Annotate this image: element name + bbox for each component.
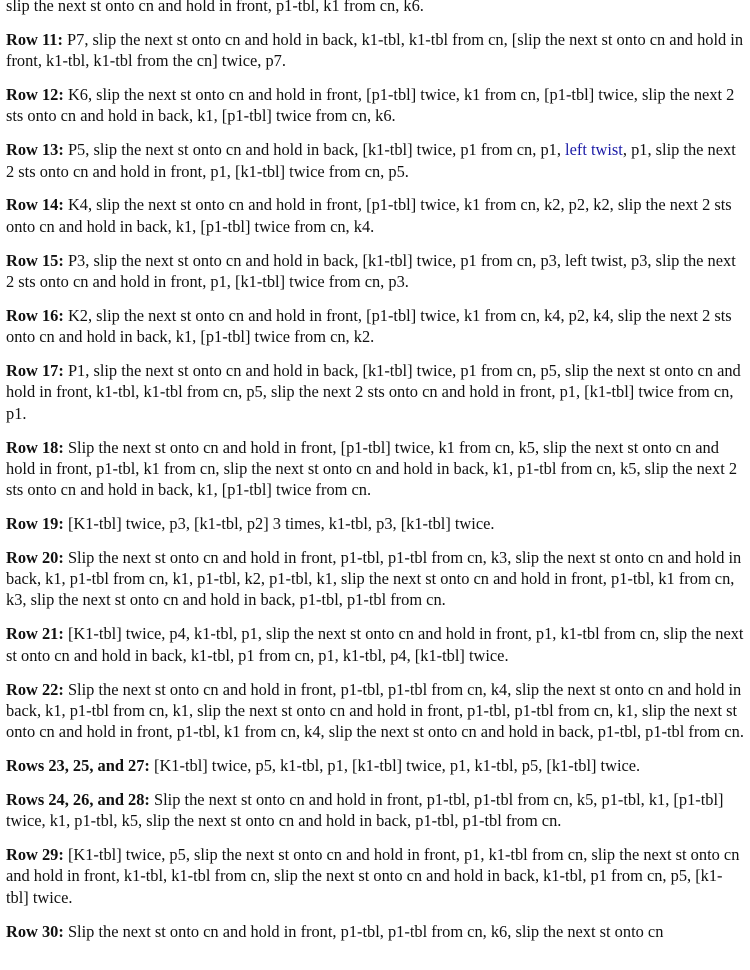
row-text: [K1-tbl] twice, p5, k1-tbl, p1, [k1-tbl] twice, p1, k1-tbl, p5, [k1-tbl] twice. (154, 756, 641, 776)
left-twist-link[interactable]: left twist (565, 140, 623, 160)
row-17 (6, 360, 744, 424)
row-20 (6, 547, 744, 611)
row-text: Slip the next st onto cn and hold in front, [p1-tbl] twice, k1 from cn, k5, slip the next st onto cn and hold in front, p1-tbl, k1 from cn, slip the next st onto cn and hold in back, k1, p1-tbl from cn, k5, slip the next 2 sts onto cn and hold in back, k1, [p1-tbl] twice from cn. (6, 437, 738, 500)
row-label: Row 18: (6, 437, 64, 457)
row-11 (6, 29, 744, 72)
row-label: Row 22: (6, 679, 64, 699)
row-text: K2, slip the next st onto cn and hold in front, [p1-tbl] twice, k1 from cn, k4, p2, k4, slip the next 2 sts onto cn and hold in back, k1, [p1-tbl] twice from cn, k2. (6, 305, 732, 347)
rows-24-26-28 (6, 789, 744, 832)
row-text: [K1-tbl] twice, p5, slip the next st onto cn and hold in front, p1, k1-tbl from cn, slip the next st onto cn and hold in front, k1-tbl, k1-tbl from cn, slip the next st onto cn and hold in back, k1-tbl, p1 from cn, p5, [k1-tbl] twice. (6, 845, 740, 907)
row-label: Row 30: (6, 921, 64, 941)
row-text: Slip the next st onto cn and hold in front, p1-tbl, p1-tbl from cn, k6, slip the next st onto cn (67, 921, 664, 941)
row-text: P3, slip the next st onto cn and hold in back, [k1-tbl] twice, p1 from cn, p3, left twist, p3, slip the next 2 sts onto cn and hold in front, p1, [k1-tbl] twice from cn, p3. (6, 250, 736, 291)
row-22 (6, 679, 744, 743)
row-12 (6, 84, 744, 127)
row-label: Row 14: (6, 195, 64, 215)
row-label: Row 16: (6, 305, 64, 325)
continuation-text: slip the next st onto cn and hold in front, p1-tbl, k1 from cn, k6. (6, 0, 424, 15)
row-text: K4, slip the next st onto cn and hold in front, [p1-tbl] twice, k1 from cn, k2, p2, k2, slip the next 2 sts onto cn and hold in back, k1, [p1-tbl] twice from cn, k4. (6, 195, 732, 236)
row-29 (6, 844, 744, 908)
pattern-instructions (6, 0, 744, 954)
row-label: Row 19: (6, 513, 64, 533)
row-14 (6, 194, 744, 237)
row-text-after-link: , p1, slip the next 2 sts onto cn and hold in front, p1, [k1-tbl] twice from cn, p5. (6, 140, 736, 181)
row-label: Row 11: (6, 29, 63, 49)
row-30 (6, 921, 744, 942)
row-text: Slip the next st onto cn and hold in front, p1-tbl, p1-tbl from cn, k4, slip the next st onto cn and hold in back, k1, p1-tbl from cn, k1, slip the next st onto cn and hold in front, p1-tbl, p1-tbl from cn, k1, slip the next st onto cn and hold in front, p1-tbl, k1 from cn, k4, slip the next st onto cn and hold in back, p1-tbl, p1-tbl from cn. (6, 679, 744, 742)
row-text: K6, slip the next st onto cn and hold in front, [p1-tbl] twice, k1 from cn, [p1-tbl] twice, slip the next 2 sts onto cn and hold in back, k1, [p1-tbl] twice from cn, k6. (6, 85, 735, 126)
row-label: Rows 23, 25, and 27: (6, 756, 150, 776)
row-text: Slip the next st onto cn and hold in front, p1-tbl, p1-tbl from cn, k5, p1-tbl, k1, [p1-tbl] twice, k1, p1-tbl, k5, slip the next st onto cn and hold in back, p1-tbl, p1-tbl from cn. (6, 789, 724, 831)
row-text-before-link: P5, slip the next st onto cn and hold in back, [k1-tbl] twice, p1 from cn, p1, (67, 140, 561, 160)
rows-23-25-27 (6, 755, 744, 776)
row-label: Row 29: (6, 845, 64, 865)
row-label: Row 21: (6, 624, 64, 644)
row-text: Slip the next st onto cn and hold in front, p1-tbl, p1-tbl from cn, k3, slip the next st onto cn and hold in back, k1, p1-tbl from cn, k1, p1-tbl, k2, p1-tbl, k1, slip the next st onto cn and hold in front, p1-tbl, k1 from cn, k3, slip the next st onto cn and hold in back, p1-tbl, p1-tbl from cn. (6, 547, 742, 610)
row-19 (6, 513, 744, 534)
row-text: P1, slip the next st onto cn and hold in back, [k1-tbl] twice, p1 from cn, p5, slip the next st onto cn and hold in front, k1-tbl, k1-tbl from cn, p5, slip the next 2 sts onto cn and hold in front, p1, [k1-tbl] twice from cn, p1. (6, 361, 741, 423)
row-text: P7, slip the next st onto cn and hold in back, k1-tbl, k1-tbl from cn, [slip the next st onto cn and hold in front, k1-tbl, k1-tbl from the cn] twice, p7. (6, 29, 744, 71)
row-text: [K1-tbl] twice, p3, [k1-tbl, p2] 3 times, k1-tbl, p3, [k1-tbl] twice. (67, 513, 495, 533)
row-16 (6, 305, 744, 348)
row-label: Row 13: (6, 140, 64, 160)
row-21 (6, 623, 744, 666)
row-label: Row 17: (6, 361, 64, 381)
row-15 (6, 250, 744, 293)
row-text: [K1-tbl] twice, p4, k1-tbl, p1, slip the next st onto cn and hold in front, p1, k1-tbl from cn, slip the next st onto cn and hold in back, k1-tbl, p1 from cn, p1, k1-tbl, p4, [k1-tbl] twice. (6, 624, 744, 665)
row-label: Row 12: (6, 85, 64, 105)
row-label: Row 15: (6, 250, 64, 270)
row-13 (6, 139, 744, 182)
row-label: Row 20: (6, 547, 64, 567)
row-18 (6, 437, 744, 501)
row-label: Rows 24, 26, and 28: (6, 789, 150, 809)
